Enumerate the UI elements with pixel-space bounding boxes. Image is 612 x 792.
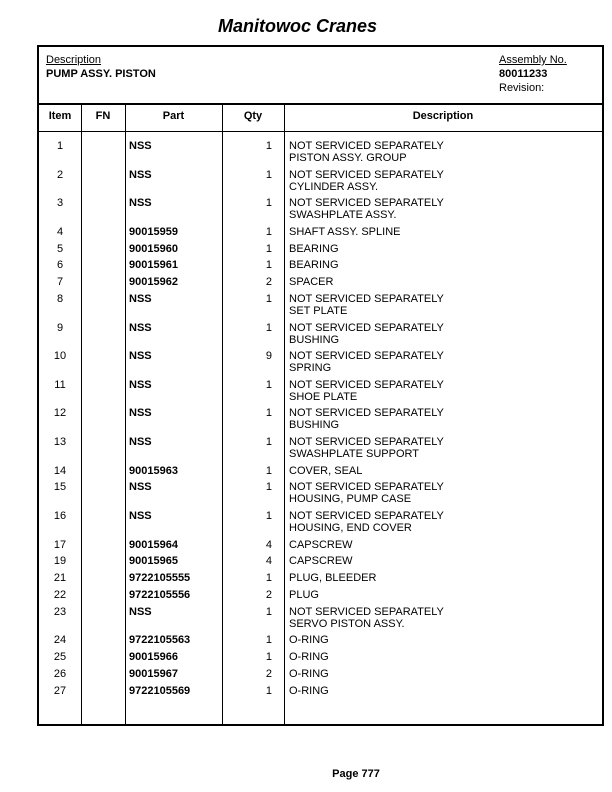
quantity: 9	[265, 350, 272, 363]
item-number: 6	[56, 259, 64, 272]
part-number: NSS	[129, 407, 152, 420]
parts-list-frame	[37, 45, 604, 726]
part-description: CAPSCREW	[289, 555, 353, 568]
column-divider-part	[222, 105, 223, 724]
column-header-divider	[39, 131, 602, 132]
column-header-qty: Qty	[243, 110, 263, 122]
item-number: 23	[53, 605, 67, 618]
part-description: O-RING	[289, 684, 329, 697]
part-description: NOT SERVICED SEPARATELY HOUSING, END COVER	[289, 510, 444, 534]
item-number: 17	[53, 538, 67, 551]
item-number: 27	[53, 684, 67, 697]
part-number: 90015961	[129, 259, 178, 272]
part-number: 90015963	[129, 464, 178, 477]
quantity: 1	[265, 293, 272, 305]
part-description: NOT SERVICED SEPARATELY SHOE PLATE	[289, 378, 444, 403]
part-description: O-RING	[289, 634, 329, 647]
assembly-description-value: PUMP ASSY. PISTON	[46, 68, 156, 80]
quantity: 2	[265, 668, 272, 680]
item-number: 12	[53, 407, 67, 420]
document-title: Manitowoc Cranes	[217, 16, 378, 36]
column-header-part: Part	[162, 110, 185, 122]
part-number: 9722105556	[129, 589, 191, 601]
item-number: 13	[53, 436, 67, 448]
part-description: BEARING	[289, 259, 339, 272]
part-number: NSS	[129, 293, 152, 305]
assembly-number-value: 80011233	[499, 68, 548, 80]
quantity: 1	[265, 436, 272, 448]
part-description: O-RING	[289, 651, 329, 664]
column-header-fn: FN	[95, 110, 111, 122]
item-number: 24	[53, 634, 67, 647]
item-number: 9	[56, 321, 64, 334]
column-header-item: Item	[48, 110, 72, 122]
part-number: 9722105563	[129, 634, 191, 647]
column-header-description: Description	[412, 110, 474, 122]
quantity: 1	[265, 140, 272, 152]
item-number: 11	[54, 378, 66, 391]
revision-label: Revision:	[499, 82, 545, 94]
part-description: NOT SERVICED SEPARATELY HOUSING, PUMP CASE	[289, 481, 444, 506]
quantity: 1	[265, 168, 272, 181]
part-number: NSS	[129, 321, 152, 334]
page-number: Page 777	[332, 768, 380, 780]
part-description: NOT SERVICED SEPARATELY SET PLATE	[289, 293, 444, 317]
quantity: 1	[265, 651, 272, 664]
part-description: NOT SERVICED SEPARATELY CYLINDER ASSY.	[289, 168, 444, 193]
quantity: 2	[265, 276, 272, 289]
item-number: 14	[53, 464, 67, 477]
quantity: 1	[265, 481, 272, 494]
quantity: 1	[265, 510, 272, 522]
part-description: NOT SERVICED SEPARATELY SWASHPLATE SUPPORT	[289, 436, 444, 460]
item-number: 21	[53, 572, 67, 585]
assembly-number-label: Assembly No.	[499, 54, 567, 66]
item-number: 26	[53, 668, 67, 680]
item-number: 8	[56, 293, 64, 305]
part-description: PLUG	[289, 589, 319, 601]
item-number: 16	[53, 510, 67, 522]
part-number: 90015967	[129, 668, 178, 680]
part-number: 9722105555	[129, 572, 191, 585]
part-number: NSS	[129, 140, 152, 152]
quantity: 2	[265, 589, 272, 601]
part-description: SPACER	[289, 276, 334, 289]
quantity: 1	[265, 378, 272, 391]
item-number: 10	[53, 350, 67, 363]
part-number: 90015959	[129, 225, 178, 238]
quantity: 1	[265, 407, 272, 420]
quantity: 1	[265, 684, 272, 697]
part-description: NOT SERVICED SEPARATELY SWASHPLATE ASSY.	[289, 197, 444, 222]
part-description: NOT SERVICED SEPARATELY SERVO PISTON ASSY.	[289, 605, 444, 630]
header-divider	[39, 103, 602, 105]
part-number: NSS	[129, 197, 152, 210]
part-description: BEARING	[289, 242, 339, 255]
quantity: 4	[265, 538, 272, 551]
quantity: 1	[265, 605, 272, 618]
quantity: 1	[265, 259, 272, 272]
item-number: 7	[56, 276, 64, 289]
part-description: NOT SERVICED SEPARATELY BUSHING	[289, 321, 444, 346]
part-description: PLUG, BLEEDER	[289, 572, 377, 585]
part-number: 9722105569	[129, 684, 191, 697]
part-description: NOT SERVICED SEPARATELY SPRING	[289, 350, 444, 375]
part-number: 90015960	[129, 242, 178, 255]
part-number: NSS	[129, 378, 152, 391]
quantity: 1	[265, 242, 272, 255]
part-description: NOT SERVICED SEPARATELY PISTON ASSY. GROUP	[289, 140, 444, 164]
quantity: 1	[265, 464, 272, 477]
item-number: 2	[56, 168, 64, 181]
part-number: NSS	[129, 510, 152, 522]
part-number: NSS	[129, 605, 152, 618]
item-number: 3	[56, 197, 64, 210]
part-description: SHAFT ASSY. SPLINE	[289, 225, 401, 238]
part-number: NSS	[129, 168, 152, 181]
part-description: CAPSCREW	[289, 538, 353, 551]
part-number: NSS	[129, 350, 152, 363]
quantity: 4	[265, 555, 272, 568]
item-number: 19	[53, 555, 67, 568]
part-description: O-RING	[289, 668, 329, 680]
part-number: 90015966	[129, 651, 178, 664]
column-divider-fn	[125, 105, 126, 724]
quantity: 1	[265, 321, 272, 334]
item-number: 22	[53, 589, 67, 601]
quantity: 1	[265, 225, 272, 238]
quantity: 1	[265, 572, 272, 585]
part-number: NSS	[129, 481, 152, 494]
item-number: 15	[53, 481, 67, 494]
part-number: 90015965	[129, 555, 178, 568]
item-number: 25	[53, 651, 67, 664]
quantity: 1	[265, 197, 272, 210]
part-number: 90015964	[129, 538, 178, 551]
item-number: 5	[56, 242, 64, 255]
assembly-description-label: Description	[46, 54, 102, 66]
part-number: 90015962	[129, 276, 178, 289]
column-divider-item	[81, 105, 82, 724]
part-description: COVER, SEAL	[289, 464, 363, 477]
quantity: 1	[265, 634, 272, 647]
part-number: NSS	[129, 436, 152, 448]
item-number: 4	[56, 225, 64, 238]
column-divider-qty	[284, 105, 285, 724]
item-number: 1	[56, 140, 64, 152]
part-description: NOT SERVICED SEPARATELY BUSHING	[289, 407, 444, 432]
